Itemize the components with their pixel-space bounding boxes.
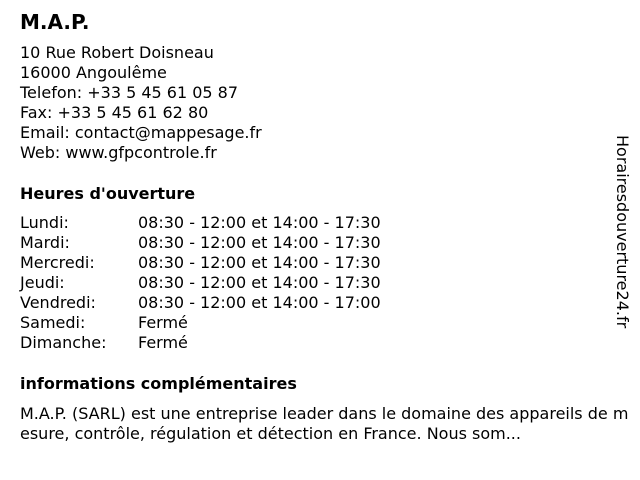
address-street: 10 Rue Robert Doisneau (20, 43, 214, 62)
additional-info-heading: informations complémentaires (20, 374, 297, 393)
day-label: Mardi: (20, 233, 70, 252)
day-hours: 08:30 - 12:00 et 14:00 - 17:00 (138, 293, 381, 312)
opening-hours-heading: Heures d'ouverture (20, 184, 196, 203)
website: Web: www.gfpcontrole.fr (20, 143, 217, 162)
day-label: Lundi: (20, 213, 69, 232)
day-label: Vendredi: (20, 293, 96, 312)
day-label: Samedi: (20, 313, 86, 332)
day-label: Jeudi: (20, 273, 65, 292)
hours-row-sunday (20, 333, 381, 353)
fax-number: Fax: +33 5 45 61 62 80 (20, 103, 209, 122)
opening-hours-table (20, 213, 381, 353)
day-hours: 08:30 - 12:00 et 14:00 - 17:30 (138, 253, 381, 272)
day-hours: 08:30 - 12:00 et 14:00 - 17:30 (138, 213, 381, 232)
day-label: Mercredi: (20, 253, 95, 272)
day-hours: Fermé (138, 333, 188, 352)
day-hours: Fermé (138, 313, 188, 332)
hours-row-thursday (20, 273, 381, 293)
day-hours: 08:30 - 12:00 et 14:00 - 17:30 (138, 233, 381, 252)
hours-row-tuesday (20, 233, 381, 253)
hours-row-friday (20, 293, 381, 313)
hours-row-monday (20, 213, 381, 233)
email-address: Email: contact@mappesage.fr (20, 123, 262, 142)
address-city: 16000 Angoulême (20, 63, 167, 82)
company-name: M.A.P. (20, 10, 90, 34)
day-hours: 08:30 - 12:00 et 14:00 - 17:30 (138, 273, 381, 292)
site-watermark: Horairesdouverture24.fr (613, 135, 632, 329)
company-description: M.A.P. (SARL) est une entreprise leader dans le domaine des appareils de mesure, contrôle, régulation et détection en France. Nous som... (20, 404, 629, 443)
contact-block (20, 43, 262, 163)
hours-row-saturday (20, 313, 381, 333)
hours-row-wednesday (20, 253, 381, 273)
day-label: Dimanche: (20, 333, 107, 352)
phone-number: Telefon: +33 5 45 61 05 87 (20, 83, 239, 102)
